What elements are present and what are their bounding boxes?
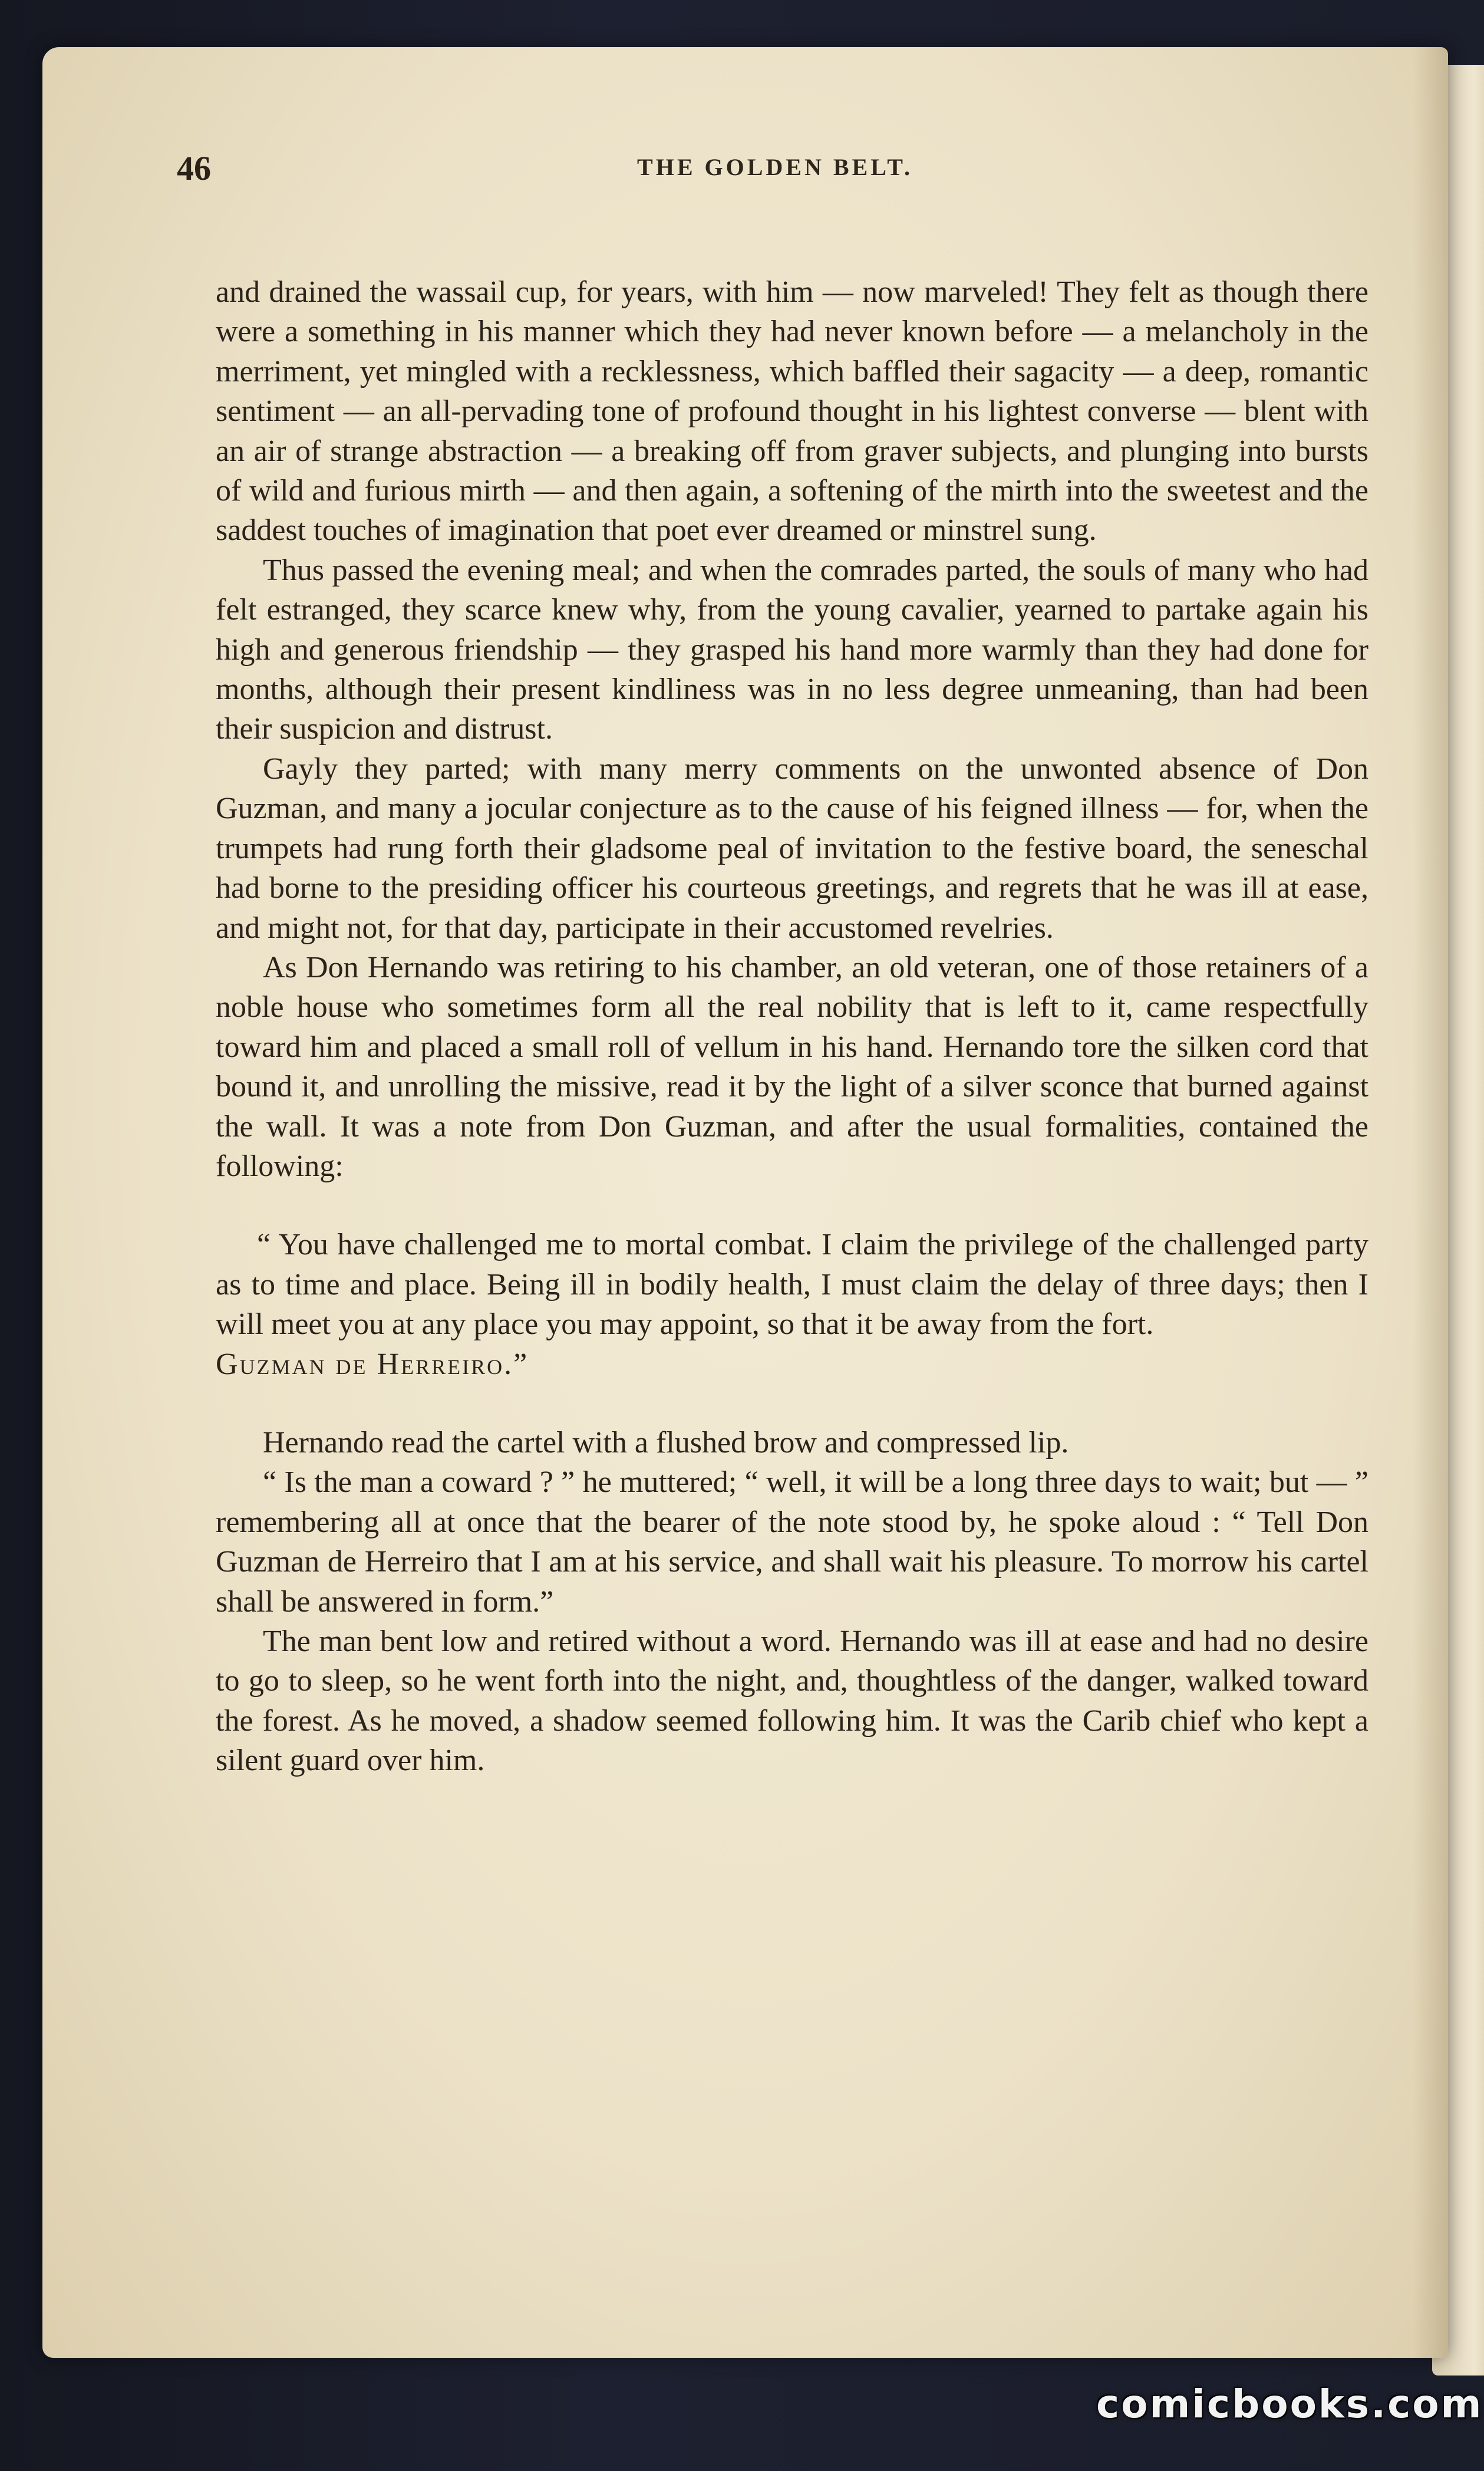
site-watermark: comicbooks.com xyxy=(1096,2381,1483,2427)
page-header xyxy=(177,149,1373,196)
paragraph: As Don Hernando was retiring to his chamber, an old veteran, one of those retainers of a noble house who sometimes form all the real nobility that is left to it, came respectfully toward him and placed a small roll of vellum in his hand. Hernando tore the silken cord that bound it, and unrolling the missive, read it by the light of a silver sconce that burned against the wall. It was a note from Don Guzman, and after the usual formalities, contained the following: xyxy=(216,950,1368,1183)
paragraph: Hernando read the cartel with a flushed brow and compressed lip. xyxy=(263,1425,1069,1459)
running-head: THE GOLDEN BELT. xyxy=(637,154,913,180)
page-number: 46 xyxy=(177,149,211,187)
paragraph: Thus passed the evening meal; and when the comrades parted, the souls of many who had felt estranged, they scarce knew why, from the young cavalier, yearned to partake again his high and generous friendship — they grasped his hand more warmly than they had done for months, although their present kindliness was in no less degree unmeaning, than had been their suspicion and distrust. xyxy=(216,553,1368,746)
paragraph: and drained the wassail cup, for years, with him — now marveled! They felt as though there were a something in his manner which they had never known before — a melancholy in the merriment, yet mingled with a recklessness, which baffled their sagacity — a deep, romantic sentiment — an all-pervading tone of profound thought in his lightest converse — blent with an air of strange abstraction — a breaking off from graver subjects, and plunging into bursts of wild and furious mirth — and then again, a softening of the mirth into the sweetest and the saddest touches of imagination that poet ever dreamed or minstrel sung. xyxy=(216,275,1368,548)
paragraph: Gayly they parted; with many merry comments on the unwonted absence of Don Guzman, and many a jocular conjecture as to the cause of his feigned illness — for, when the trumpets had rung forth their gladsome peal of invitation to the festive board, the seneschal had borne to the presiding officer his courteous greetings, and regrets that he was ill at ease, and might not, for that day, participate in their accustomed revelries. xyxy=(216,752,1368,945)
paragraph: The man bent low and retired without a word. Hernando was ill at ease and had no desire to go to sleep, so he went forth into the night, and, thoughtless of the danger, walked toward the forest. As he moved, a shadow seemed following him. It was the Carib chief who kept a silent guard over him. xyxy=(216,1625,1368,1778)
quoted-letter: “ You have challenged me to mortal combat. I claim the privilege of the challenged party as to time and place. Being ill in bodily health, I must claim the delay of three days; then I will meet you at any place you may appoint, so that it be away from the fort. xyxy=(216,1228,1368,1342)
letter-signature: Guzman de Herreiro.” xyxy=(216,1347,529,1381)
body-text xyxy=(216,272,1368,1781)
paragraph: “ Is the man a coward ? ” he muttered; “ well, it will be a long three days to wait; but — ” remembering all at once that the bearer of the note stood by, he spoke aloud : “ Tell Don Guzman de Herreiro that I am at his service, and shall wait his pleasure. To morrow his cartel shall be answered in form.” xyxy=(216,1465,1368,1619)
